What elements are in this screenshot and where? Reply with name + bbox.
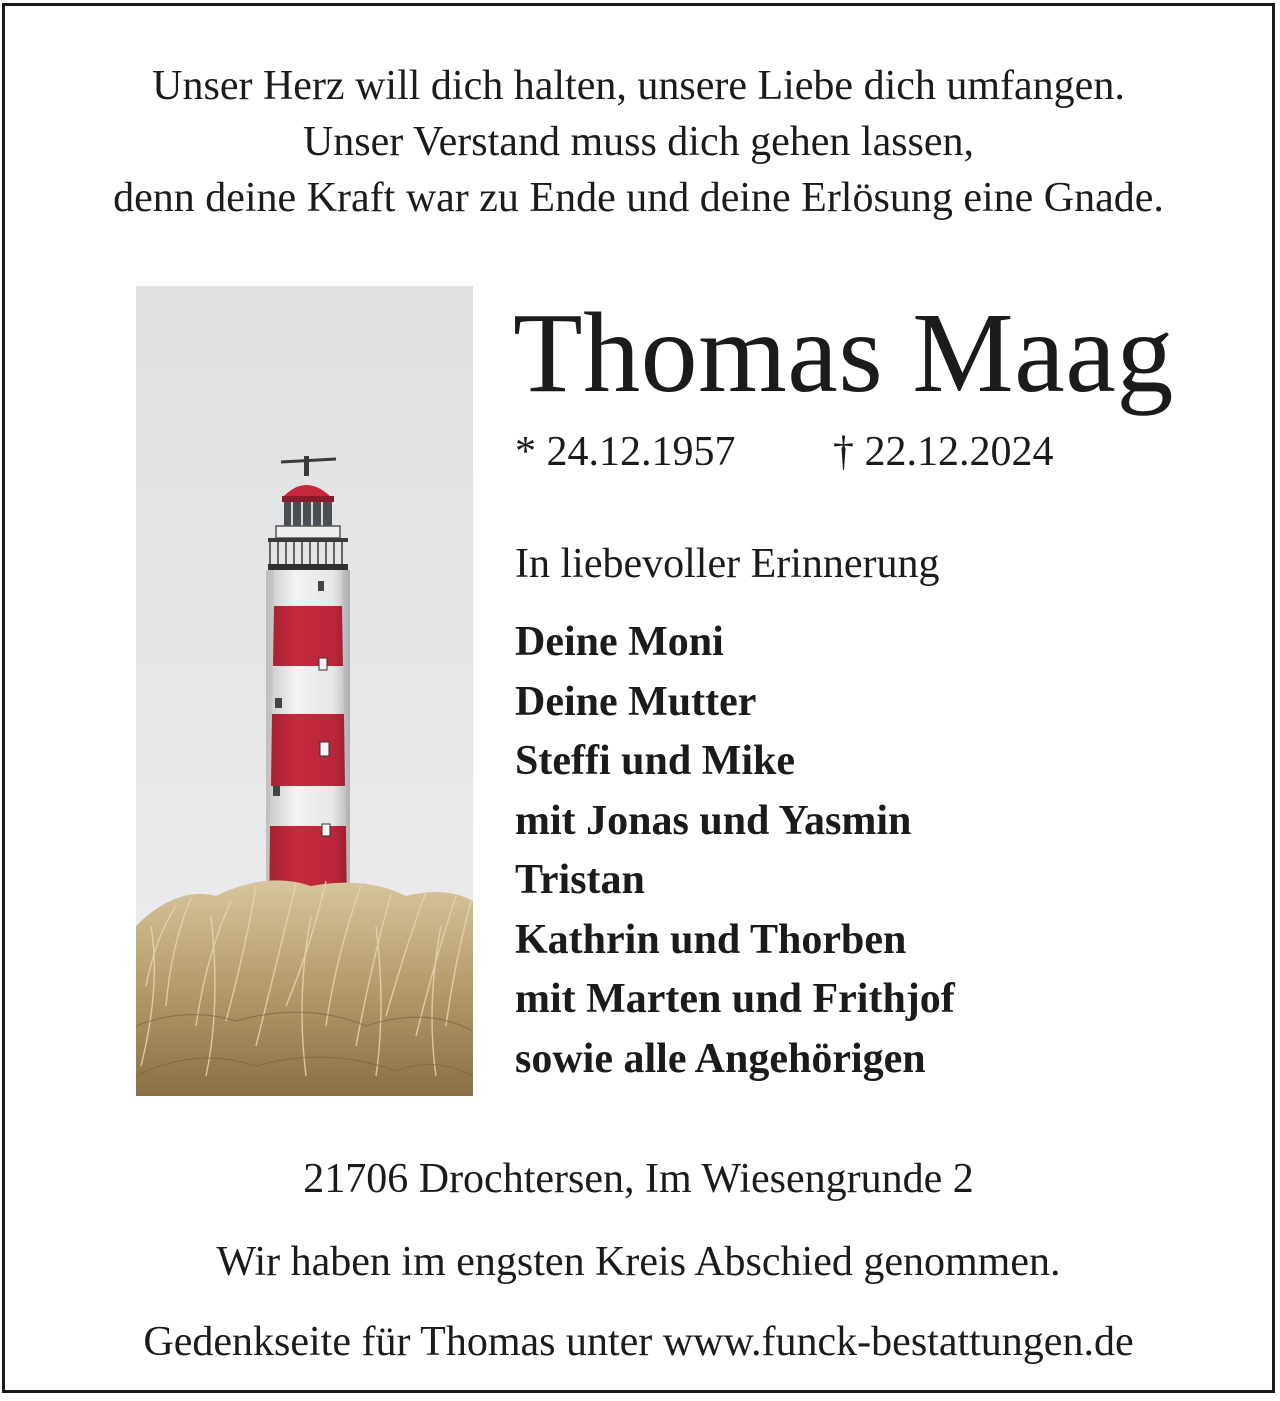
family-member: mit Marten und Frithjof bbox=[515, 976, 955, 1022]
address: 21706 Drochtersen, Im Wiesengrunde 2 bbox=[303, 1156, 974, 1202]
birth-date: * 24.12.1957 bbox=[515, 429, 736, 475]
lighthouse-photo bbox=[136, 286, 473, 1096]
family-member: Kathrin und Thorben bbox=[515, 916, 907, 963]
farewell-note: Wir haben im engsten Kreis Abschied genommen. bbox=[216, 1239, 1061, 1285]
quote-line: denn deine Kraft war zu Ende und deine Erlösung eine Gnade. bbox=[113, 175, 1164, 221]
obituary-frame bbox=[2, 3, 1275, 1393]
life-dates bbox=[515, 426, 1054, 478]
family-member: sowie alle Angehörigen bbox=[515, 1035, 926, 1082]
memorial-page-link[interactable]: Gedenkseite für Thomas unter www.funck-bestattungen.de bbox=[143, 1319, 1134, 1365]
opening-quote bbox=[5, 58, 1272, 226]
family-member: Deine Moni bbox=[515, 619, 724, 665]
family-list bbox=[515, 613, 955, 1089]
quote-line: Unser Verstand muss dich gehen lassen, bbox=[302, 119, 975, 165]
quote-line: Unser Herz will dich halten, unsere Liebe dich umfangen. bbox=[152, 63, 1125, 109]
family-member: Deine Mutter bbox=[515, 678, 757, 725]
lighthouse-icon bbox=[136, 286, 473, 1096]
memory-line: In liebevoller Erinnerung bbox=[515, 541, 940, 587]
family-member: Steffi und Mike bbox=[515, 738, 796, 784]
family-member: Tristan bbox=[515, 857, 645, 903]
death-date: † 22.12.2024 bbox=[833, 429, 1054, 475]
deceased-name: Thomas Maag bbox=[513, 289, 1174, 416]
family-member: mit Jonas und Yasmin bbox=[515, 797, 912, 844]
